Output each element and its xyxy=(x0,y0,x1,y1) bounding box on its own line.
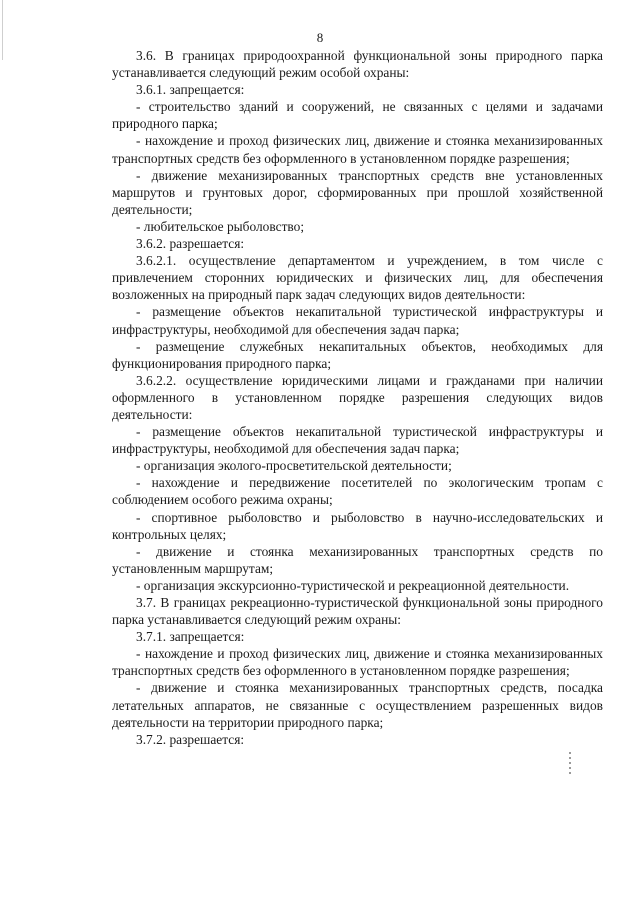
paragraph-3-7-1: 3.7.1. запрещается: xyxy=(136,629,245,645)
list-item: - спортивное рыболовство и рыболовство в научно-исследовательских и контрольных целях; xyxy=(112,509,603,542)
list-item: - движение и стоянка механизированных транспортных средств, посадка летательных аппаратов, не связанные с осуществлением разрешенных видов деятельности на территории природного парка; xyxy=(112,680,603,730)
document-body xyxy=(112,47,603,748)
paragraph-3-6: 3.6. В границах природоохранной функциональной зоны природного парка устанавливается следующий режим особой охраны: xyxy=(112,48,603,81)
list-item: - нахождение и проход физических лиц, движение и стоянка механизированных транспортных средств без оформленного в установленном порядке разрешения; xyxy=(112,133,603,166)
list-item: - любительское рыболовство; xyxy=(136,218,305,234)
page-number: 8 xyxy=(316,30,324,45)
paragraph-3-6-2-2: 3.6.2.2. осуществление юридическими лицами и гражданами при наличии оформленного в установленном порядке разрешения следующих видов деятельности: xyxy=(112,372,603,422)
paragraph-3-7: 3.7. В границах рекреационно-туристической функциональной зоны природного парка устанавливается следующий режим охраны: xyxy=(112,595,603,628)
paragraph-3-6-1: 3.6.1. запрещается: xyxy=(136,82,245,98)
list-item: - нахождение и передвижение посетителей по экологическим тропам с соблюдением особого режима охраны; xyxy=(112,475,603,508)
list-item: - размещение объектов некапитальной туристической инфраструктуры и инфраструктуры, необходимой для обеспечения задач парка; xyxy=(112,304,603,337)
list-item: - движение и стоянка механизированных транспортных средств по установленным маршрутам; xyxy=(112,543,603,576)
list-item: - нахождение и проход физических лиц, движение и стоянка механизированных транспортных средств без оформленного в установленном порядке разрешения; xyxy=(112,646,603,679)
paragraph-3-6-2-1: 3.6.2.1. осуществление департаментом и учреждением, в том числе с привлечением сторонних юридических и физических лиц, для обеспечения возложенных на природный парк задач следующих видов деятельности: xyxy=(112,253,603,303)
paragraph-3-6-2: 3.6.2. разрешается: xyxy=(136,236,245,252)
scan-artifact-mark xyxy=(569,752,571,774)
list-item: - размещение служебных некапитальных объектов, необходимых для функционирования природного парка; xyxy=(112,338,603,371)
list-item: - движение механизированных транспортных средств вне установленных маршрутов и грунтовых дорог, сформированных при прошлой хозяйственной деятельности; xyxy=(112,167,603,217)
list-item: - строительство зданий и сооружений, не связанных с целями и задачами природного парка; xyxy=(112,99,603,132)
list-item: - организация экскурсионно-туристической и рекреационной деятельности. xyxy=(136,577,570,593)
paragraph-3-7-2: 3.7.2. разрешается: xyxy=(136,731,245,747)
list-item: - размещение объектов некапитальной туристической инфраструктуры и инфраструктуры, необходимой для обеспечения задач парка; xyxy=(112,424,603,457)
list-item: - организация эколого-просветительской деятельности; xyxy=(136,458,452,474)
